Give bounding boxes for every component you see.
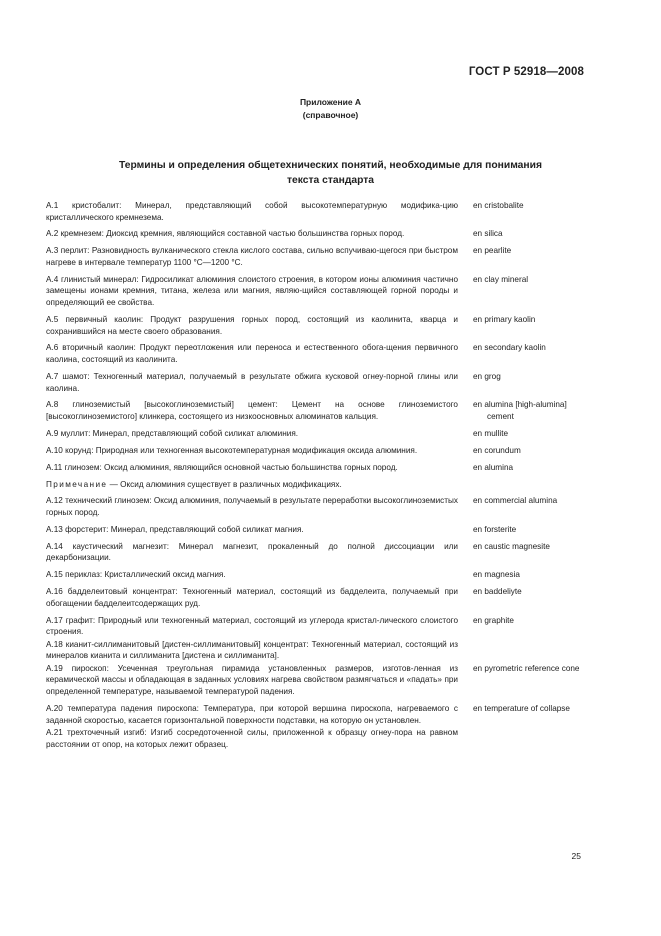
term-entry — [46, 569, 591, 581]
term-english-equivalent — [473, 342, 591, 365]
term-english-equivalent — [473, 314, 591, 337]
term-entry — [46, 200, 591, 223]
term-definition: А.8 глиноземистый [высокоглиноземистый] цемент: Цемент на основе глиноземистого [высокоглиноземистого] клинкера, состоящего из низкоосновных алюминатов кальция. — [46, 400, 458, 421]
english-term-text: en primary kaolin — [473, 314, 536, 324]
term-entry — [46, 371, 591, 394]
term-entry — [46, 314, 591, 337]
term-entry — [46, 586, 591, 609]
english-term-text: en mullite — [473, 428, 509, 438]
term-definition: А.3 перлит: Разновидность вулканического стекла кислого состава, сильно вспучиваю-щегося при быстром нагреве в интервале температур 1100 °С—1200 °С. — [46, 246, 458, 267]
term-english-equivalent — [473, 445, 591, 457]
term-english-equivalent — [473, 541, 591, 564]
term-english-equivalent — [473, 727, 591, 750]
terms-list — [46, 200, 591, 755]
note-label: Примечание — [46, 479, 108, 489]
term-entry — [46, 615, 591, 638]
term-definition: А.21 трехточечный изгиб: Изгиб сосредоточенной силы, приложенной к образцу огнеу-пора на равном расстоянии от опор, на которых лежит образец. — [46, 727, 458, 749]
english-term-text: en baddeliyte — [473, 587, 522, 597]
english-term-text: en commercial alumina — [473, 496, 558, 506]
term-entry — [46, 524, 591, 536]
term-english-equivalent — [473, 200, 591, 223]
english-term-text: en silica — [473, 229, 503, 239]
term-definition: А.7 шамот: Техногенный материал, получаемый в результате обжига кусковой огнеу-порной глины или каолина. — [46, 371, 458, 393]
term-english-equivalent — [473, 639, 591, 662]
term-definition: А.13 форстерит: Минерал, представляющий собой силикат магния. — [46, 524, 304, 534]
term-entry — [46, 663, 591, 698]
term-english-equivalent — [473, 399, 591, 422]
term-english-equivalent — [473, 663, 591, 698]
term-definition: А.14 каустический магнезит: Минерал магнезит, прокаленный до полной диссоциации или декарбонизации. — [46, 541, 458, 563]
section-title — [0, 158, 661, 188]
page-number: 25 — [571, 851, 581, 861]
term-definition: А.10 корунд: Природная или техногенная высокотемпературная модификация оксида алюминия. — [46, 445, 418, 455]
term-definition: А.2 кремнезем: Диоксид кремния, являющийся составной частью большинства горных пород. — [46, 229, 405, 239]
english-term-text: en cristobalite — [473, 201, 524, 210]
note — [46, 479, 591, 491]
section-title-line-1: Термины и определения общетехнических понятий, необходимые для понимания — [119, 160, 542, 171]
term-definition: А.1 кристобалит: Минерал, представляющий собой высокотемпературную модифика-цию кристаллического кремнезема. — [46, 201, 458, 222]
term-definition: А.19 пироскоп: Усеченная треугольная пирамида установленных размеров, изготов-ленная из керамической массы и обладающая в заданных условиях нагрева свойством размягчаться и «падать» при определенной температуре, называемой температурой падения. — [46, 663, 458, 697]
term-english-equivalent — [473, 615, 591, 638]
english-term-text: en magnesia — [473, 570, 520, 580]
term-entry — [46, 428, 591, 440]
term-definition: А.9 муллит: Минерал, представляющий собой силикат алюминия. — [46, 428, 299, 438]
note-text: — Оксид алюминия существует в различных модификациях. — [107, 479, 342, 489]
term-entry — [46, 462, 591, 474]
term-entry — [46, 541, 591, 564]
appendix-heading — [0, 96, 661, 121]
appendix-subtitle: (справочное) — [302, 109, 359, 120]
term-entry — [46, 703, 591, 726]
document-code: ГОСТ Р 52918—2008 — [468, 66, 584, 78]
term-english-equivalent — [473, 228, 591, 240]
term-english-equivalent — [473, 245, 591, 268]
term-definition: А.6 вторичный каолин: Продукт переотложения или переноса и естественного обога-щения первичного каолина, состоящий из каолинита. — [46, 343, 458, 365]
english-term-text: en grog — [473, 371, 501, 381]
english-term-text: en forsterite — [473, 524, 517, 534]
english-term-text: en alumina — [473, 462, 514, 472]
english-term-text: en alumina [high-alumina] cement — [473, 400, 567, 421]
english-term-text: en secondary kaolin — [473, 343, 546, 353]
term-entry — [46, 228, 591, 240]
english-term-text: en caustic magnesite — [473, 541, 550, 551]
term-entry — [46, 495, 591, 518]
term-definition: А.18 кианит-силлиманитовый [дистен-силлиманитовый] концентрат: Техногенный материал, состоящий из минералов кианита и силлиманита [дистена и силлиманита]. — [46, 639, 458, 661]
term-entry — [46, 245, 591, 268]
term-definition: А.11 глинозем: Оксид алюминия, являющийся основной частью большинства горных пород. — [46, 462, 398, 472]
term-entry — [46, 639, 591, 662]
term-definition: А.20 температура падения пироскопа: Температура, при которой вершина пироскопа, нагреваемого с заданной скоростью, касается горизонтальной поверхности подставки, на которую он установлен. — [46, 703, 458, 725]
term-english-equivalent — [473, 274, 591, 309]
term-definition: А.16 бадделеитовый концентрат: Техногенный материал, состоящий из бадделеита, получаемый при обогащении бадделеитсодержащих руд. — [46, 587, 458, 608]
term-definition: А.5 первичный каолин: Продукт разрушения горных пород, состоящий из каолинита, кварца и сохранившийся на месте своего образования. — [46, 314, 458, 336]
term-definition: А.4 глинистый минерал: Гидросиликат алюминия слоистого строения, в котором ионы алюминия частично замещены ионами кремния, титана, железа или магния, являю-щийся составляющей горной породы и определяющий ее свойства. — [46, 274, 458, 308]
term-definition: А.12 технический глинозем: Оксид алюминия, получаемый в результате переработки высокоглиноземистых горных пород. — [46, 496, 458, 518]
section-title-line-2: текста стандарта — [286, 175, 375, 186]
english-term-text: en clay mineral — [473, 274, 529, 284]
term-english-equivalent — [473, 495, 591, 518]
term-english-equivalent — [473, 462, 591, 474]
term-entry — [46, 445, 591, 457]
english-term-text: en corundum — [473, 445, 521, 455]
term-english-equivalent — [473, 524, 591, 536]
term-definition: А.15 периклаз: Кристаллический оксид магния. — [46, 570, 226, 580]
term-entry — [46, 399, 591, 422]
english-term-text: en pyrometric reference cone — [473, 663, 580, 673]
english-term-text: en temperature of collapse — [473, 703, 570, 713]
appendix-title: Приложение А — [299, 97, 362, 107]
english-term-text: en graphite — [473, 615, 514, 625]
term-english-equivalent — [473, 569, 591, 581]
term-english-equivalent — [473, 703, 591, 726]
term-english-equivalent — [473, 371, 591, 394]
term-definition: А.17 графит: Природный или техногенный материал, состоящий из углерода кристал-лического слоистого строения. — [46, 615, 458, 637]
english-term-text: en pearlite — [473, 246, 512, 256]
term-english-equivalent — [473, 586, 591, 609]
term-entry — [46, 342, 591, 365]
term-entry — [46, 727, 591, 750]
term-entry — [46, 274, 591, 309]
term-english-equivalent — [473, 428, 591, 440]
